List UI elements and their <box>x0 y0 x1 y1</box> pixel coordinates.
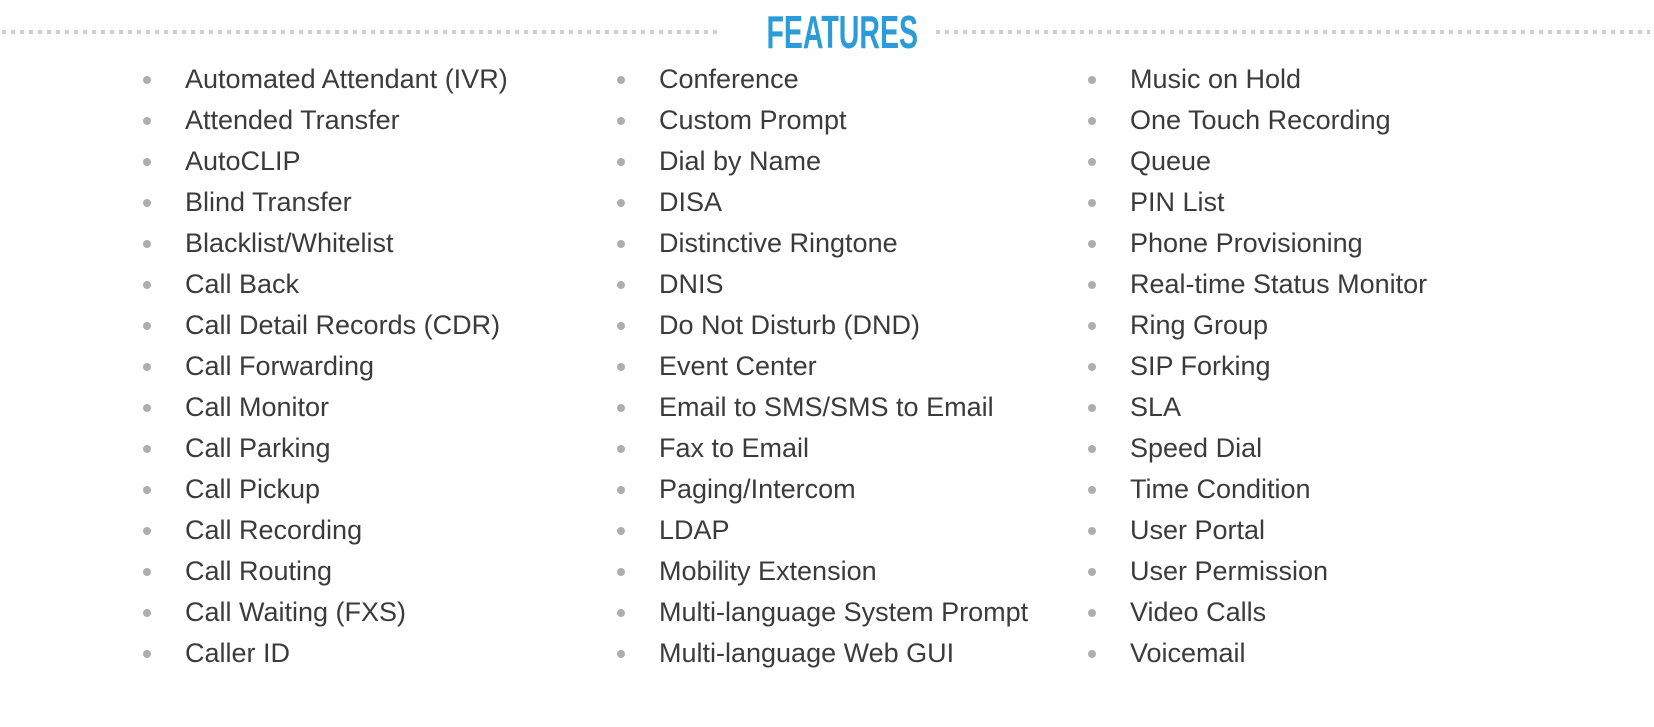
feature-item <box>143 633 613 674</box>
feature-item <box>143 141 613 182</box>
bullet-icon <box>617 76 625 84</box>
feature-label: Event Center <box>659 351 817 381</box>
feature-label: User Portal <box>1130 515 1266 545</box>
bullet-icon <box>143 240 151 248</box>
feature-item <box>143 264 613 305</box>
feature-item <box>143 305 613 346</box>
feature-item <box>617 100 1085 141</box>
feature-item <box>1088 469 1648 510</box>
bullet-icon <box>617 158 625 166</box>
feature-item <box>1088 592 1648 633</box>
feature-label: Dial by Name <box>659 146 822 176</box>
feature-item <box>617 59 1085 100</box>
bullet-icon <box>617 199 625 207</box>
feature-label: Ring Group <box>1130 310 1269 340</box>
feature-item <box>143 346 613 387</box>
feature-item <box>1088 100 1648 141</box>
feature-label: Call Pickup <box>185 474 321 504</box>
feature-label: Time Condition <box>1130 474 1311 504</box>
feature-label: DNIS <box>659 269 724 299</box>
bullet-icon <box>143 76 151 84</box>
bullet-icon <box>617 609 625 617</box>
feature-label: Call Waiting (FXS) <box>185 597 407 627</box>
feature-item <box>1088 182 1648 223</box>
feature-item <box>1088 223 1648 264</box>
feature-item <box>617 305 1085 346</box>
feature-label: DISA <box>659 187 723 217</box>
bullet-icon <box>617 363 625 371</box>
feature-column-2 <box>617 59 1085 674</box>
bullet-icon <box>1088 445 1096 453</box>
feature-item <box>1088 633 1648 674</box>
feature-item <box>1088 59 1648 100</box>
feature-label: Mobility Extension <box>659 556 877 586</box>
feature-label: Call Routing <box>185 556 333 586</box>
feature-label: Attended Transfer <box>185 105 400 135</box>
feature-item <box>1088 551 1648 592</box>
bullet-icon <box>143 117 151 125</box>
feature-item <box>617 387 1085 428</box>
feature-label: Multi-language System Prompt <box>659 597 1029 627</box>
feature-label: Call Forwarding <box>185 351 375 381</box>
bullet-icon <box>143 486 151 494</box>
bullet-icon <box>1088 76 1096 84</box>
feature-label: Call Back <box>185 269 300 299</box>
bullet-icon <box>1088 240 1096 248</box>
feature-label: Do Not Disturb (DND) <box>659 310 921 340</box>
feature-label: Speed Dial <box>1130 433 1263 463</box>
feature-item <box>617 223 1085 264</box>
bullet-icon <box>143 322 151 330</box>
feature-item <box>1088 346 1648 387</box>
bullet-icon <box>1088 404 1096 412</box>
feature-item <box>617 510 1085 551</box>
bullet-icon <box>617 445 625 453</box>
bullet-icon <box>617 281 625 289</box>
bullet-icon <box>1088 117 1096 125</box>
bullet-icon <box>1088 199 1096 207</box>
feature-item <box>617 264 1085 305</box>
feature-item <box>1088 305 1648 346</box>
feature-item <box>1088 510 1648 551</box>
bullet-icon <box>143 568 151 576</box>
feature-label: Email to SMS/SMS to Email <box>659 392 994 422</box>
feature-item <box>617 633 1085 674</box>
feature-item <box>143 100 613 141</box>
bullet-icon <box>143 609 151 617</box>
feature-label: Conference <box>659 64 799 94</box>
feature-item <box>143 223 613 264</box>
bullet-icon <box>617 650 625 658</box>
bullet-icon <box>617 117 625 125</box>
bullet-icon <box>1088 609 1096 617</box>
feature-label: PIN List <box>1130 187 1225 217</box>
bullet-icon <box>1088 158 1096 166</box>
bullet-icon <box>143 445 151 453</box>
feature-label: Automated Attendant (IVR) <box>185 64 508 94</box>
bullet-icon <box>617 240 625 248</box>
bullet-icon <box>143 650 151 658</box>
feature-label: User Permission <box>1130 556 1329 586</box>
bullet-icon <box>1088 650 1096 658</box>
feature-item <box>617 346 1085 387</box>
dotted-line-right <box>936 30 1651 34</box>
bullet-icon <box>143 158 151 166</box>
feature-label: SIP Forking <box>1130 351 1271 381</box>
feature-label: Call Monitor <box>185 392 330 422</box>
feature-item <box>617 551 1085 592</box>
feature-item <box>617 592 1085 633</box>
bullet-icon <box>617 404 625 412</box>
feature-label: SLA <box>1130 392 1182 422</box>
feature-label: Blacklist/Whitelist <box>185 228 394 258</box>
feature-item <box>1088 387 1648 428</box>
feature-label: Call Recording <box>185 515 363 545</box>
feature-label: Paging/Intercom <box>659 474 856 504</box>
feature-label: Call Detail Records (CDR) <box>185 310 501 340</box>
feature-item <box>143 510 613 551</box>
feature-item <box>1088 141 1648 182</box>
feature-item <box>617 428 1085 469</box>
bullet-icon <box>1088 568 1096 576</box>
bullet-icon <box>143 363 151 371</box>
feature-item <box>143 592 613 633</box>
feature-item <box>143 59 613 100</box>
feature-label: Caller ID <box>185 638 291 668</box>
bullet-icon <box>143 281 151 289</box>
bullet-icon <box>1088 527 1096 535</box>
bullet-icon <box>617 486 625 494</box>
feature-label: Music on Hold <box>1130 64 1302 94</box>
feature-label: Blind Transfer <box>185 187 352 217</box>
feature-label: One Touch Recording <box>1130 105 1391 135</box>
features-header <box>0 8 1654 56</box>
bullet-icon <box>143 199 151 207</box>
feature-item <box>617 182 1085 223</box>
dotted-line-left <box>2 30 717 34</box>
bullet-icon <box>1088 363 1096 371</box>
feature-item <box>143 469 613 510</box>
feature-item <box>1088 428 1648 469</box>
bullet-icon <box>143 404 151 412</box>
feature-label: Voicemail <box>1130 638 1246 668</box>
feature-item <box>143 428 613 469</box>
feature-label: Multi-language Web GUI <box>659 638 955 668</box>
bullet-icon <box>1088 322 1096 330</box>
feature-item <box>617 469 1085 510</box>
feature-label: Video Calls <box>1130 597 1267 627</box>
bullet-icon <box>143 527 151 535</box>
feature-column-3 <box>1088 59 1648 674</box>
feature-label: Custom Prompt <box>659 105 847 135</box>
bullet-icon <box>617 527 625 535</box>
feature-item <box>1088 264 1648 305</box>
page-title: FEATURES <box>766 6 919 58</box>
bullet-icon <box>617 322 625 330</box>
feature-item <box>617 141 1085 182</box>
bullet-icon <box>617 568 625 576</box>
feature-label: Fax to Email <box>659 433 810 463</box>
feature-label: Distinctive Ringtone <box>659 228 898 258</box>
feature-label: Queue <box>1130 146 1212 176</box>
feature-label: LDAP <box>659 515 730 545</box>
feature-item <box>143 182 613 223</box>
feature-item <box>143 387 613 428</box>
feature-label: Call Parking <box>185 433 331 463</box>
feature-label: Real-time Status Monitor <box>1130 269 1428 299</box>
page-title-wrap <box>766 6 919 58</box>
bullet-icon <box>1088 486 1096 494</box>
feature-column-1 <box>143 59 613 674</box>
feature-item <box>143 551 613 592</box>
feature-label: Phone Provisioning <box>1130 228 1363 258</box>
bullet-icon <box>1088 281 1096 289</box>
feature-label: AutoCLIP <box>185 146 301 176</box>
